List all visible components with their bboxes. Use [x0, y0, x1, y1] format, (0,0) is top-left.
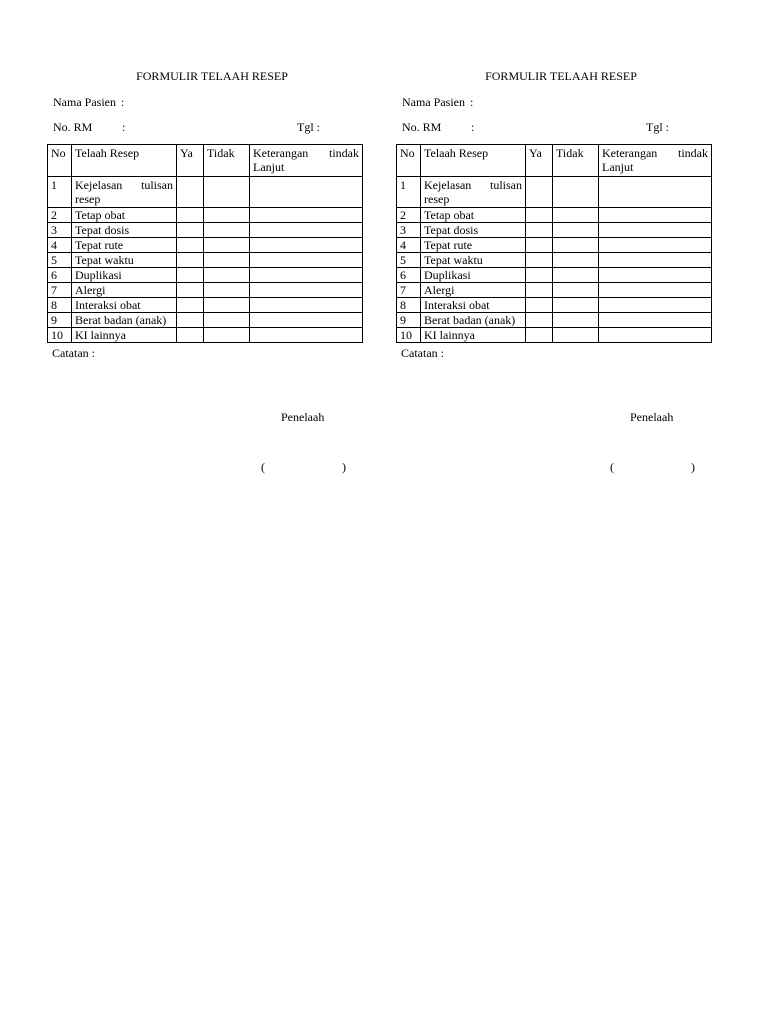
cell-keterangan[interactable] [250, 283, 363, 298]
cell-tidak[interactable] [204, 328, 250, 343]
signature-field[interactable] [610, 460, 695, 475]
cell-ya[interactable] [526, 177, 553, 208]
row-label-b: tulisan [141, 178, 173, 192]
cell-tidak[interactable] [553, 313, 599, 328]
row-no: 8 [48, 298, 72, 313]
header-ket-c: Lanjut [602, 160, 634, 174]
no-rm-label: No. RM [53, 120, 93, 134]
header-ket-b: tindak [678, 146, 708, 160]
cell-ya[interactable] [177, 223, 204, 238]
row-no: 2 [48, 208, 72, 223]
cell-keterangan[interactable] [250, 238, 363, 253]
row-no: 6 [48, 268, 72, 283]
table-row [48, 313, 363, 328]
nama-pasien-label: Nama Pasien [53, 95, 116, 109]
cell-ya[interactable] [526, 238, 553, 253]
row-label: Interaksi obat [72, 298, 177, 313]
cell-tidak[interactable] [553, 223, 599, 238]
no-rm-colon: : [471, 120, 475, 134]
cell-tidak[interactable] [204, 238, 250, 253]
header-keterangan [250, 145, 363, 177]
table-row [48, 268, 363, 283]
cell-ya[interactable] [526, 313, 553, 328]
cell-keterangan[interactable] [250, 208, 363, 223]
row-label: Tepat rute [421, 238, 526, 253]
table-row [48, 238, 363, 253]
row-no: 4 [48, 238, 72, 253]
row-label-b: tulisan [490, 178, 522, 192]
cell-keterangan[interactable] [250, 253, 363, 268]
table-row [397, 238, 712, 253]
tgl-label: Tgl : [297, 120, 320, 134]
table-header-row [397, 145, 712, 177]
row-no: 4 [397, 238, 421, 253]
row-no: 9 [48, 313, 72, 328]
row-no: 1 [48, 177, 72, 208]
cell-ya[interactable] [526, 298, 553, 313]
header-ket-c: Lanjut [253, 160, 285, 174]
header-tidak: Tidak [204, 145, 250, 177]
table-row [397, 283, 712, 298]
cell-ya[interactable] [526, 223, 553, 238]
row-label: Tepat dosis [421, 223, 526, 238]
cell-ya[interactable] [177, 328, 204, 343]
table-row [397, 298, 712, 313]
row-label: Duplikasi [421, 268, 526, 283]
header-ya: Ya [526, 145, 553, 177]
cell-tidak[interactable] [553, 328, 599, 343]
close-paren: ) [691, 460, 695, 474]
table-row [397, 268, 712, 283]
cell-keterangan[interactable] [250, 223, 363, 238]
cell-tidak[interactable] [553, 253, 599, 268]
cell-tidak[interactable] [553, 177, 599, 208]
penelaah-label: Penelaah [281, 410, 325, 424]
cell-tidak[interactable] [553, 298, 599, 313]
cell-tidak[interactable] [204, 177, 250, 208]
cell-tidak[interactable] [204, 298, 250, 313]
cell-ya[interactable] [177, 177, 204, 208]
cell-keterangan[interactable] [599, 208, 712, 223]
header-telaah: Telaah Resep [421, 145, 526, 177]
row-no: 3 [48, 223, 72, 238]
cell-ya[interactable] [526, 253, 553, 268]
table-row [48, 208, 363, 223]
header-ya: Ya [177, 145, 204, 177]
cell-keterangan[interactable] [599, 298, 712, 313]
row-no: 5 [397, 253, 421, 268]
open-paren: ( [610, 460, 614, 474]
row-no: 6 [397, 268, 421, 283]
table-row [48, 328, 363, 343]
row-no: 10 [397, 328, 421, 343]
close-paren: ) [342, 460, 346, 474]
cell-keterangan[interactable] [250, 328, 363, 343]
row-label: Alergi [421, 283, 526, 298]
table-header-row [48, 145, 363, 177]
row-no: 9 [397, 313, 421, 328]
row-label-a: Kejelasan [424, 178, 472, 192]
cell-keterangan[interactable] [250, 298, 363, 313]
row-no: 7 [397, 283, 421, 298]
header-ket-b: tindak [329, 146, 359, 160]
row-label [421, 177, 526, 208]
row-label-c: resep [424, 192, 450, 206]
header-telaah: Telaah Resep [72, 145, 177, 177]
catatan-label: Catatan : [52, 346, 95, 360]
row-label: Duplikasi [72, 268, 177, 283]
table-row [48, 223, 363, 238]
row-label: Tetap obat [421, 208, 526, 223]
table-row [48, 283, 363, 298]
cell-ya[interactable] [177, 208, 204, 223]
telaah-table [396, 144, 712, 343]
row-no: 1 [397, 177, 421, 208]
row-label: Tepat dosis [72, 223, 177, 238]
row-label: Alergi [72, 283, 177, 298]
form-title: FORMULIR TELAAH RESEP [485, 69, 637, 83]
row-label: Tetap obat [72, 208, 177, 223]
cell-keterangan[interactable] [599, 177, 712, 208]
header-ket-a: Keterangan [602, 146, 658, 160]
cell-ya[interactable] [526, 328, 553, 343]
row-label: KI lainnya [72, 328, 177, 343]
telaah-table [47, 144, 363, 343]
row-label-c: resep [75, 192, 101, 206]
cell-keterangan[interactable] [599, 223, 712, 238]
header-tidak: Tidak [553, 145, 599, 177]
cell-tidak[interactable] [204, 268, 250, 283]
row-label-a: Kejelasan [75, 178, 123, 192]
header-ket-a: Keterangan [253, 146, 309, 160]
cell-tidak[interactable] [204, 283, 250, 298]
no-rm-label: No. RM [402, 120, 442, 134]
cell-ya[interactable] [526, 283, 553, 298]
cell-ya[interactable] [177, 268, 204, 283]
cell-keterangan[interactable] [250, 177, 363, 208]
table-row [48, 177, 363, 208]
row-label [72, 177, 177, 208]
row-no: 5 [48, 253, 72, 268]
cell-ya[interactable] [177, 313, 204, 328]
cell-tidak[interactable] [204, 208, 250, 223]
row-label: KI lainnya [421, 328, 526, 343]
cell-keterangan[interactable] [599, 238, 712, 253]
cell-ya[interactable] [177, 253, 204, 268]
table-row [48, 298, 363, 313]
cell-keterangan[interactable] [250, 313, 363, 328]
row-label: Interaksi obat [421, 298, 526, 313]
cell-ya[interactable] [526, 268, 553, 283]
row-no: 3 [397, 223, 421, 238]
open-paren: ( [261, 460, 265, 474]
cell-keterangan[interactable] [599, 268, 712, 283]
cell-ya[interactable] [177, 283, 204, 298]
table-row [397, 313, 712, 328]
row-label: Berat badan (anak) [72, 313, 177, 328]
cell-tidak[interactable] [553, 238, 599, 253]
cell-ya[interactable] [177, 238, 204, 253]
row-no: 10 [48, 328, 72, 343]
nama-pasien-colon: : [470, 95, 474, 109]
row-label: Tepat waktu [72, 253, 177, 268]
header-no: No [48, 145, 72, 177]
cell-tidak[interactable] [204, 313, 250, 328]
row-label: Berat badan (anak) [421, 313, 526, 328]
cell-keterangan[interactable] [250, 268, 363, 283]
row-label: Tepat waktu [421, 253, 526, 268]
table-row [397, 208, 712, 223]
cell-tidak[interactable] [553, 208, 599, 223]
table-row [397, 223, 712, 238]
table-row [397, 253, 712, 268]
table-row [48, 253, 363, 268]
penelaah-label: Penelaah [630, 410, 674, 424]
no-rm-colon: : [122, 120, 126, 134]
cell-keterangan[interactable] [599, 328, 712, 343]
row-no: 7 [48, 283, 72, 298]
cell-tidak[interactable] [553, 268, 599, 283]
catatan-label: Catatan : [401, 346, 444, 360]
row-no: 8 [397, 298, 421, 313]
header-no: No [397, 145, 421, 177]
cell-tidak[interactable] [553, 283, 599, 298]
cell-ya[interactable] [526, 208, 553, 223]
cell-ya[interactable] [177, 298, 204, 313]
tgl-label: Tgl : [646, 120, 669, 134]
form-title: FORMULIR TELAAH RESEP [136, 69, 288, 83]
cell-keterangan[interactable] [599, 253, 712, 268]
header-keterangan [599, 145, 712, 177]
row-label: Tepat rute [72, 238, 177, 253]
cell-keterangan[interactable] [599, 283, 712, 298]
cell-tidak[interactable] [204, 223, 250, 238]
table-row [397, 328, 712, 343]
cell-keterangan[interactable] [599, 313, 712, 328]
signature-field[interactable] [261, 460, 346, 475]
cell-tidak[interactable] [204, 253, 250, 268]
table-row [397, 177, 712, 208]
row-no: 2 [397, 208, 421, 223]
nama-pasien-colon: : [121, 95, 125, 109]
nama-pasien-label: Nama Pasien [402, 95, 465, 109]
